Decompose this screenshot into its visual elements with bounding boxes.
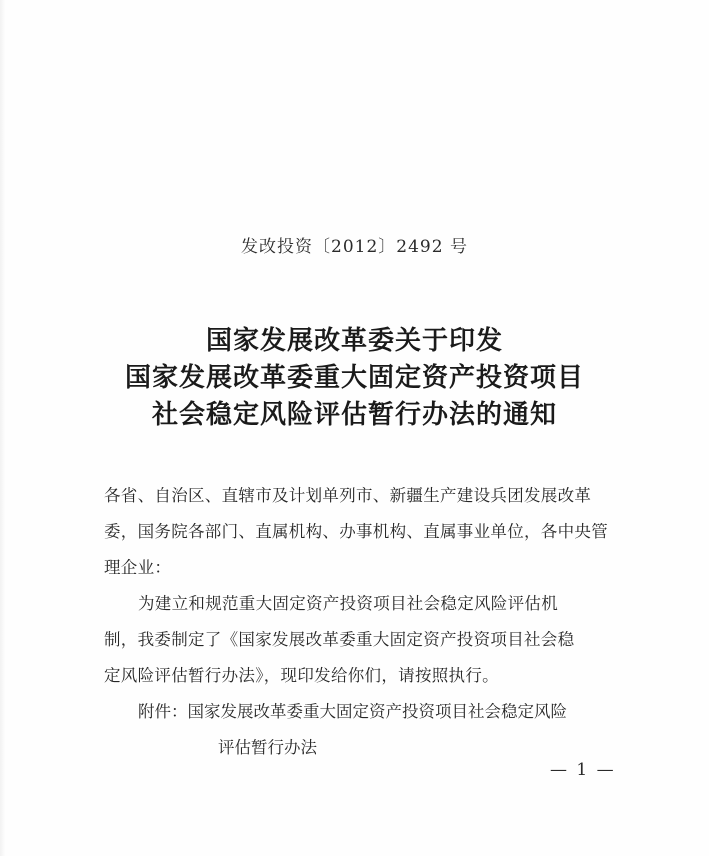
addressee-line-3: 理企业： <box>104 558 172 577</box>
attachment-title-line-1: 国家发展改革委重大固定资产投资项目社会稳定风险 <box>187 702 567 721</box>
title-line-3: 社会稳定风险评估暂行办法的通知 <box>151 400 557 430</box>
addressee-line-2: 委，国务院各部门、直属机构、办事机构、直属事业单位，各中央管 <box>104 522 608 541</box>
addressee-line-1: 各省、自治区、直辖市及计划单列市、新疆生产建设兵团发展改革 <box>104 486 592 505</box>
body-line-3: 定风险评估暂行办法》，现印发给你们，请按照执行。 <box>104 666 499 685</box>
title-line-1: 国家发展改革委关于印发 <box>205 326 503 356</box>
attachment-note <box>138 694 629 766</box>
attachment-title-line-2: 评估暂行办法 <box>218 738 317 757</box>
document-title <box>0 323 709 434</box>
body-line-1: 为建立和规范重大固定资产投资项目社会稳定风险评估机 <box>138 594 558 613</box>
body-line-2: 制，我委制定了《国家发展改革委重大固定资产投资项目社会稳 <box>104 630 575 649</box>
title-line-2: 国家发展改革委重大固定资产投资项目 <box>124 363 584 393</box>
document-number: 发改投资〔2012〕2492 号 <box>241 237 468 257</box>
page-number: — 1 — <box>550 760 616 780</box>
document-body <box>104 478 629 766</box>
attachment-label: 附件： <box>138 702 188 721</box>
